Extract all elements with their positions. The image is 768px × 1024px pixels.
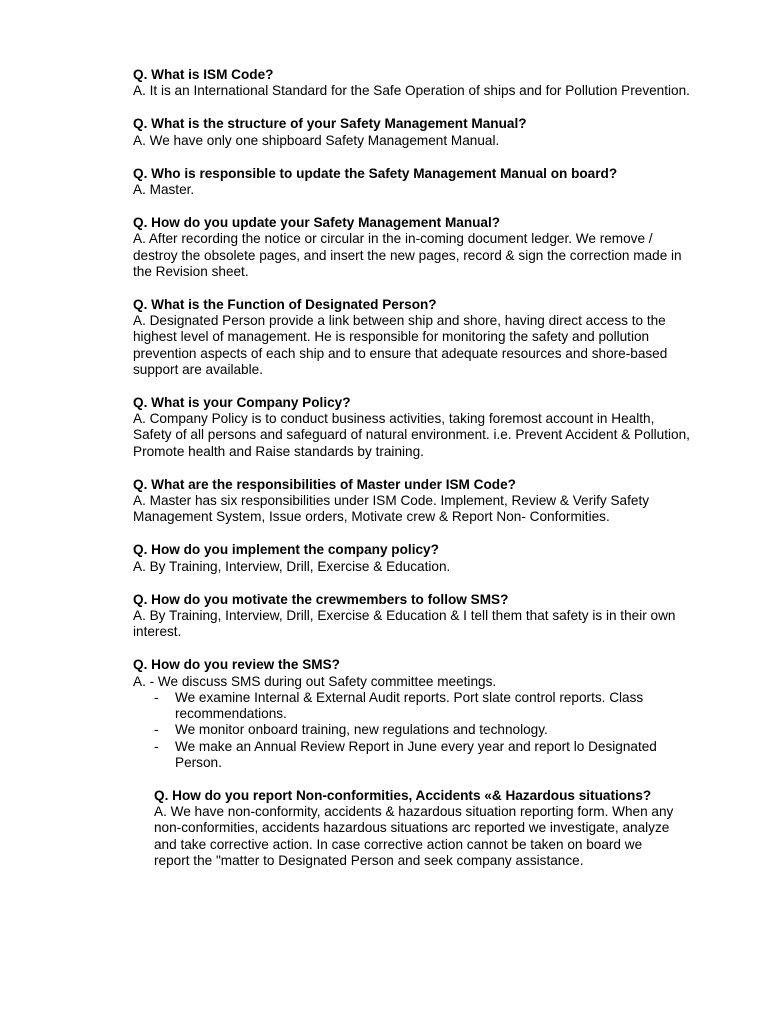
question: Q. How do you review the SMS?: [133, 657, 340, 673]
question: Q. Who is responsible to update the Safety Management Manual on board?: [133, 165, 618, 181]
qa-item-company-policy: [133, 395, 693, 460]
document-page: [133, 67, 693, 886]
question: Q. What is the Function of Designated Person?: [133, 297, 437, 313]
qa-item-review-sms: [133, 657, 693, 770]
answer: A. Designated Person provide a link between ship and shore, having direct access to the highest level of management. He is responsible for monitoring the safety and pollution prevention aspects of each ship and to ensure that adequate resources and shore-based support are available.: [133, 313, 668, 377]
question: Q. What is the structure of your Safety Management Manual?: [133, 116, 527, 132]
list-item-text: We make an Annual Review Report in June every year and report lo Designated Person.: [175, 738, 657, 770]
qa-item-report-nonconformities: [154, 788, 679, 869]
question: Q. How do you update your Safety Management Manual?: [133, 215, 501, 231]
bullet-marker: -: [154, 738, 159, 754]
list-item: [133, 739, 693, 771]
answer: A. Master.: [133, 182, 195, 198]
question: Q. What is ISM Code?: [133, 67, 274, 82]
answer: A. - We discuss SMS during out Safety committee meetings.: [133, 673, 497, 689]
qa-item-ism-code: [133, 67, 693, 99]
answer: A. By Training, Interview, Drill, Exercise & Education & I tell them that safety is in their own interest.: [133, 608, 676, 640]
answer: A. We have only one shipboard Safety Management Manual.: [133, 132, 500, 148]
bullet-marker: -: [154, 689, 159, 705]
qa-item-designated-person: [133, 297, 693, 378]
question: Q. How do you motivate the crewmembers to follow SMS?: [133, 591, 509, 607]
answer: A. It is an International Standard for the Safe Operation of ships and for Pollution Prevention.: [133, 83, 690, 99]
question: Q. What is your Company Policy?: [133, 395, 351, 411]
list-item: [133, 722, 693, 738]
list-item-text: We examine Internal & External Audit reports. Port slate control reports. Class recommendations.: [175, 689, 644, 722]
qa-item-motivate-crew: [133, 592, 693, 641]
answer: A. We have non-conformity, accidents & hazardous situation reporting form. When any non-conformities, accidents hazardous situations arc reported we investigate, analyze and take corrective action. In case corrective action cannot be taken on board we report the "matter to Designated Person and seek company assistance.: [154, 804, 674, 868]
answer: A. Master has six responsibilities under ISM Code. Implement, Review & Verify Safety Management System, Issue orders, Motivate crew & Report Non- Conformities.: [133, 493, 650, 525]
list-item-text: We monitor onboard training, new regulations and technology.: [175, 722, 548, 738]
answer: A. After recording the notice or circular in the in-coming document ledger. We remove / destroy the obsolete pages, and insert the new pages, record & sign the correction made in the Revision sheet.: [133, 231, 682, 279]
qa-item-manual-structure: [133, 116, 693, 148]
qa-item-manual-update: [133, 215, 693, 280]
qa-item-manual-responsibility: [133, 166, 693, 198]
qa-item-implement-policy: [133, 542, 693, 574]
answer: A. Company Policy is to conduct business activities, taking foremost account in Health, Safety of all persons and safeguard of natural environment. i.e. Prevent Accident & Pollution, Promote health and Raise standards by training.: [133, 411, 690, 459]
question: Q. How do you report Non-conformities, Accidents «& Hazardous situations?: [154, 787, 652, 803]
answer: A. By Training, Interview, Drill, Exercise & Education.: [133, 558, 451, 574]
review-bullet-list: [133, 690, 693, 771]
qa-item-master-responsibilities: [133, 477, 693, 526]
question: Q. What are the responsibilities of Master under ISM Code?: [133, 476, 516, 492]
bullet-marker: -: [154, 722, 159, 738]
question: Q. How do you implement the company policy?: [133, 542, 439, 558]
list-item: [133, 690, 693, 722]
